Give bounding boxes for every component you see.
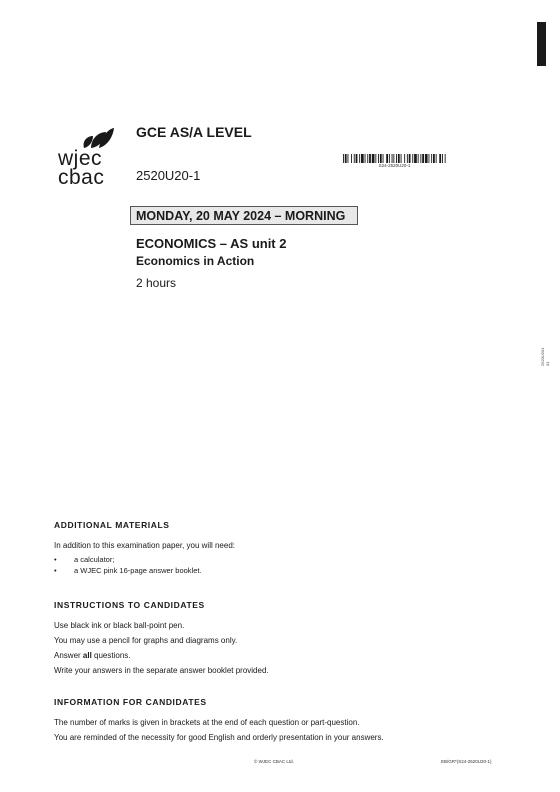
side-code-line2: 01	[545, 361, 550, 366]
instructions-section	[54, 600, 269, 678]
side-code-line1: 2520U201	[540, 347, 545, 366]
exam-title: Economics in Action	[136, 254, 255, 268]
exam-duration: 2 hours	[136, 276, 177, 290]
information-section	[54, 697, 384, 745]
exam-subject: ECONOMICS – AS unit 2	[136, 236, 287, 251]
instruction-line: Write your answers in the separate answer booklet provided.	[54, 666, 269, 675]
barcode-text: S24-2520U20-1	[378, 163, 411, 168]
answer-suffix: questions.	[91, 651, 131, 660]
registration-mark	[537, 22, 546, 66]
instruction-answer-line	[54, 648, 269, 663]
section-heading: ADDITIONAL MATERIALS	[54, 520, 170, 530]
logo-text-cbac: cbac	[58, 166, 105, 189]
list-item: • a WJEC pink 16-page answer booklet.	[54, 565, 235, 576]
instruction-line: You may use a pencil for graphs and diagrams only.	[54, 636, 238, 645]
side-code	[540, 348, 550, 366]
section-heading: INSTRUCTIONS TO CANDIDATES	[54, 600, 205, 610]
answer-emphasis: all	[82, 651, 92, 660]
footer-reference: EB/GR*(S24-2520U20-1)	[441, 759, 492, 764]
list-item: • a calculator;	[54, 554, 235, 565]
footer-copyright: © WJEC CBAC Ltd.	[254, 759, 294, 764]
exam-date: MONDAY, 20 MAY 2024 – MORNING	[130, 206, 358, 225]
wjec-logo	[58, 128, 118, 188]
additional-materials-section	[54, 520, 235, 576]
materials-intro: In addition to this examination paper, you will need:	[54, 541, 236, 550]
information-line: The number of marks is given in brackets at the end of each question or part-question.	[54, 718, 360, 727]
paper-code: 2520U20-1	[136, 168, 201, 183]
materials-list	[54, 554, 235, 576]
instruction-line: Use black ink or black ball-point pen.	[54, 621, 185, 630]
information-line: You are reminded of the necessity for good English and orderly presentation in your answers.	[54, 733, 384, 742]
answer-prefix: Answer	[54, 651, 83, 660]
section-heading: INFORMATION FOR CANDIDATES	[54, 697, 207, 707]
barcode	[343, 154, 446, 163]
qualification-level: GCE AS/A LEVEL	[136, 124, 252, 140]
logo-text-wjec: wjec	[58, 147, 103, 170]
